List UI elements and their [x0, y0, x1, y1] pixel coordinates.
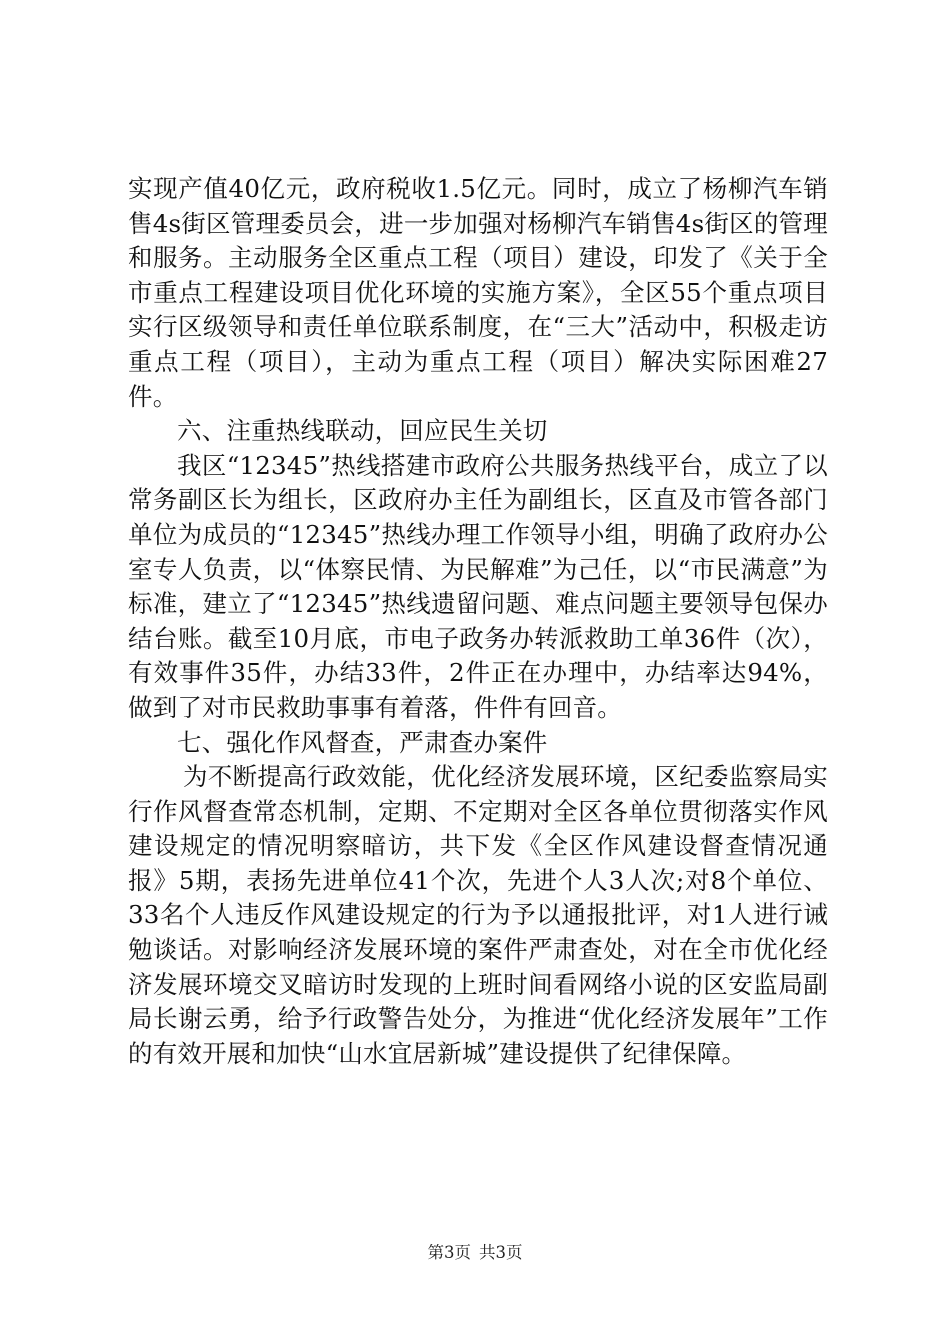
section-heading-six: 六、注重热线联动，回应民生关切 [177, 416, 548, 446]
paragraph-supervision: 为不断提高行政效能，优化经济发展环境，区纪委监察局实行作风督查常态机制，定期、不定期对全区各单位贯彻落实作风建设规定的情况明察暗访，共下发《全区作风建设督查情况通报》5期，表扬先进单位41个次，先进个人3人次;对8个单位、33名个人违反作风建设规定的行为予以通报批评，对1人进行诫勉谈话。对影响经济发展环境的案件严肃查处，对在全市优化经济发展环境交叉暗访时发现的上班时间看网络小说的区安监局副局长谢云勇，给予行政警告处分，为推进“优化经济发展年”工作的有效开展和加快“山水宜居新城”建设提供了纪律保障。 [128, 762, 828, 1068]
paragraph-hotline: 我区“12345”热线搭建市政府公共服务热线平台，成立了以常务副区长为组长，区政府办主任为副组长，区直及市管各部门单位为成员的“12345”热线办理工作领导小组，明确了政府办公室专人负责，以“体察民情、为民解难”为己任，以“市民满意”为标准，建立了“12345”热线遗留问题、难点问题主要领导包保办结台账。截至10月底，市电子政务办转派救助工单36件（次），有效事件35件，办结33件，2件正在办理中，办结率达94%，做到了对市民救助事事有着落，件件有回音。 [128, 450, 828, 722]
document-body [128, 172, 828, 1071]
paragraph-continuation: 实现产值40亿元，政府税收1.5亿元。同时，成立了杨柳汽车销售4s街区管理委员会，进一步加强对杨柳汽车销售4s街区的管理和服务。主动服务全区重点工程（项目）建设，印发了《关于全市重点工程建设项目优化环境的实施方案》，全区55个重点项目实行区级领导和责任单位联系制度，在“三大”活动中，积极走访重点工程（项目），主动为重点工程（项目）解决实际困难27件。 [128, 174, 828, 411]
section-heading-seven: 七、强化作风督查，严肃查办案件 [177, 727, 548, 757]
page-footer [0, 1243, 950, 1263]
page-number: 第3页 [427, 1243, 471, 1262]
page-total: 共3页 [479, 1243, 523, 1262]
